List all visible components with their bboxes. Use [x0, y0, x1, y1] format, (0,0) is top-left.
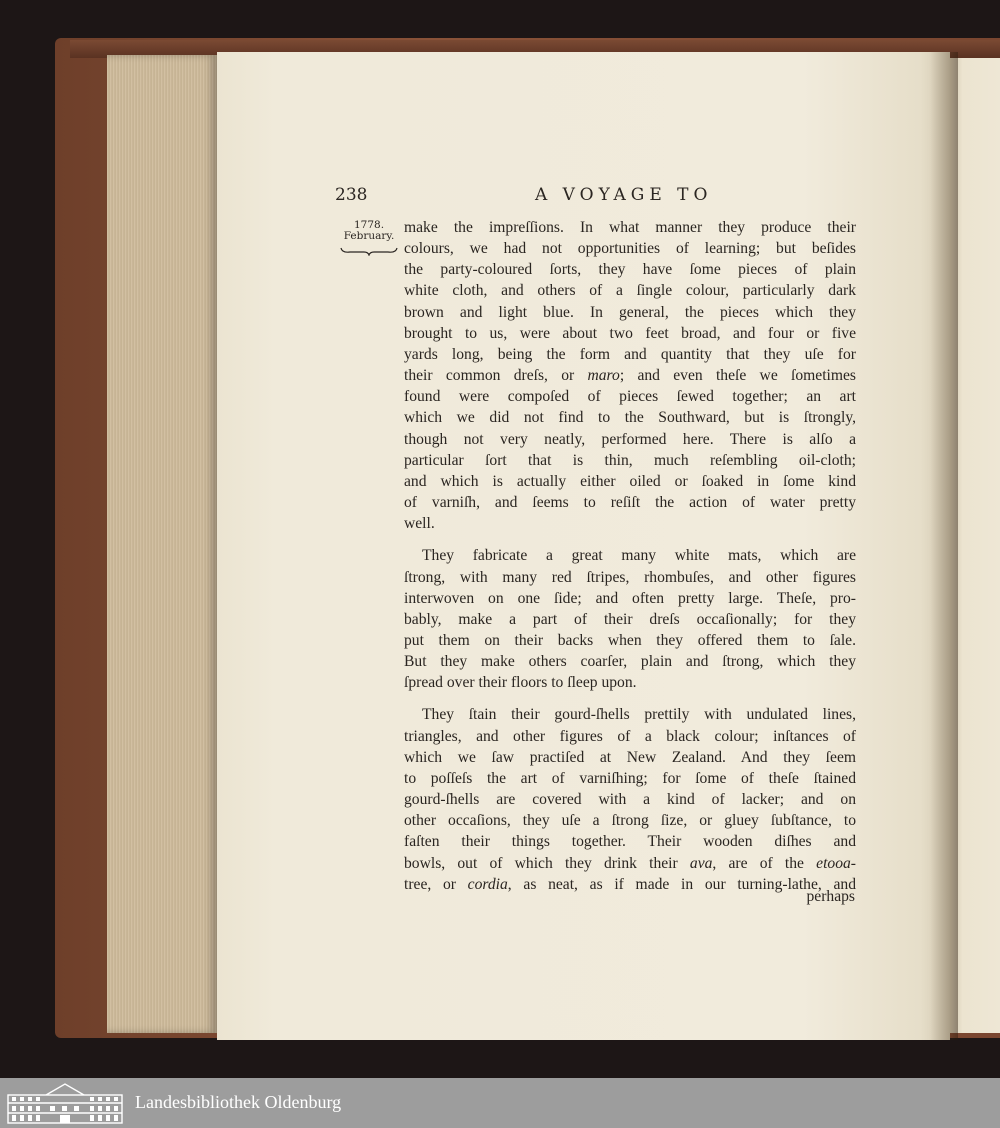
- text-line: found were compoſed of pieces ſewed together; an art: [404, 388, 856, 406]
- text-line: tree, or cordia, as neat, as if made in our turning-lathe, and: [404, 875, 856, 893]
- text-line: ſpread over their floors to ſleep upon.: [404, 674, 637, 692]
- text-line: make the impreſſions. In what manner they produce their: [404, 219, 856, 236]
- text-line: ſtrong, with many red ſtripes, rhombuſes, and other figures: [404, 568, 856, 586]
- text-line: well.: [404, 515, 435, 533]
- margin-note-year: 1778.: [353, 219, 385, 231]
- text-line: gourd-ſhells are covered with a kind of lacker; and on: [404, 791, 856, 809]
- text-line: put them on their backs when they offered them to ſale.: [404, 631, 856, 649]
- text-line: faſten their things together. Their wooden diſhes and: [404, 833, 856, 851]
- text-line: which we ſaw practiſed at New Zealand. And they ſeem: [404, 748, 856, 766]
- library-building-icon[interactable]: [6, 1081, 124, 1125]
- margin-note: [339, 220, 399, 242]
- footer-bar: [0, 1078, 1000, 1128]
- text-line: brought to us, were about two feet broad, and four or five: [404, 324, 856, 342]
- text-line: though not very neatly, performed here. There is alſo a: [404, 430, 856, 448]
- text-line: their common dreſs, or maro; and even theſe we ſometimes: [404, 367, 856, 385]
- page-number: 238: [335, 185, 368, 205]
- text-line: particular ſort that is thin, much reſembling oil-cloth;: [404, 451, 856, 469]
- text-line: other occaſions, they uſe a ſtrong ſize, or gluey ſubſtance, to: [404, 812, 856, 830]
- text-line: interwoven on one ſide; and often pretty large. Theſe, pro-: [404, 589, 856, 607]
- text-line: They ſtain their gourd-ſhells prettily with undulated lines,: [422, 706, 856, 724]
- text-line: yards long, being the form and quantity that they uſe for: [404, 345, 856, 363]
- text-line: brown and light blue. In general, the pieces which they: [404, 303, 856, 321]
- paragraph-3: [404, 704, 856, 894]
- margin-note-month: February.: [343, 230, 395, 242]
- text-line: the party-coloured ſorts, they have ſome pieces of plain: [404, 261, 856, 279]
- text-line: bowls, out of which they drink their ava, are of the etooa-: [404, 854, 856, 872]
- running-title: A VOYAGE TO: [535, 185, 713, 205]
- catchword: perhaps: [806, 888, 855, 905]
- text-line: and which is actually either oiled or ſoaked in ſome kind: [404, 472, 856, 490]
- library-name[interactable]: Landesbibliothek Oldenburg: [135, 1092, 342, 1112]
- brace-icon: [340, 246, 398, 256]
- running-head: [335, 185, 855, 209]
- text-line: But they make others coarſer, plain and ſtrong, which they: [404, 653, 856, 671]
- text-line: white cloth, and others of a ſingle colour, particularly dark: [404, 282, 856, 300]
- body-text: [404, 217, 856, 895]
- gutter-shadow: [930, 52, 958, 1040]
- paragraph-1: [404, 217, 856, 534]
- text-line: triangles, and other figures of a black colour; inſtances of: [404, 727, 856, 745]
- text-line: They fabricate a great many white mats, which are: [422, 547, 856, 565]
- text-line: which we did not find to the Southward, but is ſtrongly,: [404, 409, 856, 427]
- text-line: of varniſh, and ſeems to reſiſt the action of water pretty: [404, 494, 856, 512]
- paragraph-2: [404, 545, 856, 693]
- text-line: to poſſeſs the art of varniſhing; for ſome of theſe ſtained: [404, 769, 856, 787]
- page-edges: [107, 55, 217, 1033]
- text-line: bably, make a part of their dreſs occaſionally; for they: [404, 610, 856, 628]
- text-line: colours, we had not opportunities of learning; but beſides: [404, 240, 856, 258]
